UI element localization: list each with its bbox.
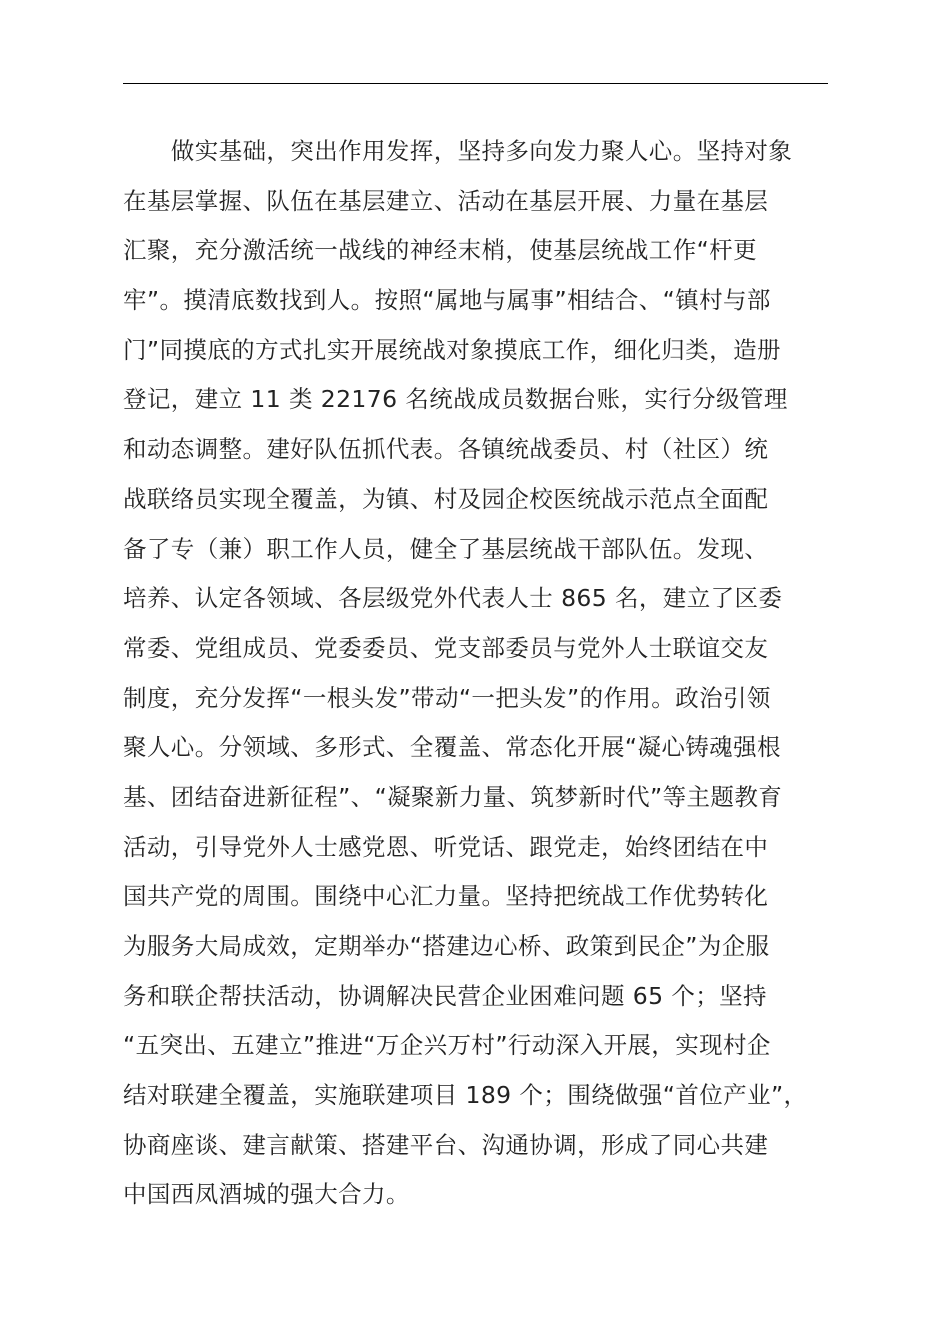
body-paragraph [123, 127, 873, 1220]
paragraph-line: 登记，建立 11 类 22176 名统战成员数据台账，实行分级管理 [123, 385, 788, 414]
paragraph-line: 战联络员实现全覆盖，为镇、村及园企校医统战示范点全面配 [123, 484, 769, 513]
paragraph-line: 备了专（兼）职工作人员，健全了基层统战干部队伍。发现、 [123, 534, 769, 563]
paragraph-line: 为服务大局成效，定期举办“搭建边心桥、政策到民企”为企服 [123, 932, 770, 960]
paragraph-line: 务和联企帮扶活动，协调解决民营企业困难问题 65 个；坚持 [123, 981, 767, 1010]
paragraph-line: 汇聚，充分激活统一战线的神经末梢，使基层统战工作“杆更 [123, 236, 757, 265]
paragraph-line: 培养、认定各领域、各层级党外代表人士 865 名，建立了区委 [123, 584, 783, 613]
paragraph-line: 常委、党组成员、党委委员、党支部委员与党外人士联谊交友 [123, 633, 769, 662]
paragraph-line: 协商座谈、建言献策、搭建平台、沟通协调，形成了同心共建 [123, 1130, 769, 1159]
paragraph-line: 中国西凤酒城的强大合力。 [123, 1180, 410, 1209]
header-rule [123, 83, 828, 84]
paragraph-line: 在基层掌握、队伍在基层建立、活动在基层开展、力量在基层 [123, 186, 769, 215]
paragraph-line: 活动，引导党外人士感党恩、听党话、跟党走，始终团结在中 [123, 832, 769, 861]
paragraph-line: 门”同摸底的方式扎实开展统战对象摸底工作，细化归类，造册 [123, 335, 781, 364]
paragraph-line: 和动态调整。建好队伍抓代表。各镇统战委员、村（社区）统 [123, 435, 769, 464]
paragraph-line: 基、团结奋进新征程”、“凝聚新力量、筑梦新时代”等主题教育 [123, 782, 783, 811]
paragraph-line: 结对联建全覆盖，实施联建项目 189 个；围绕做强“首位产业”， [123, 1081, 808, 1110]
paragraph-line: 国共产党的周围。围绕中心汇力量。坚持把统战工作优势转化 [123, 882, 769, 911]
paragraph-line: 聚人心。分领域、多形式、全覆盖、常态化开展“凝心铸魂强根 [123, 733, 781, 762]
paragraph-line: “五突出、五建立”推进“万企兴万村”行动深入开展，实现村企 [123, 1031, 771, 1060]
paragraph-line: 做实基础，突出作用发挥，坚持多向发力聚人心。坚持对象 [123, 137, 793, 165]
paragraph-line: 牢”。摸清底数找到人。按照“属地与属事”相结合、“镇村与部 [123, 286, 771, 315]
paragraph-line: 制度，充分发挥“一根头发”带动“一把头发”的作用。政治引领 [123, 683, 771, 712]
